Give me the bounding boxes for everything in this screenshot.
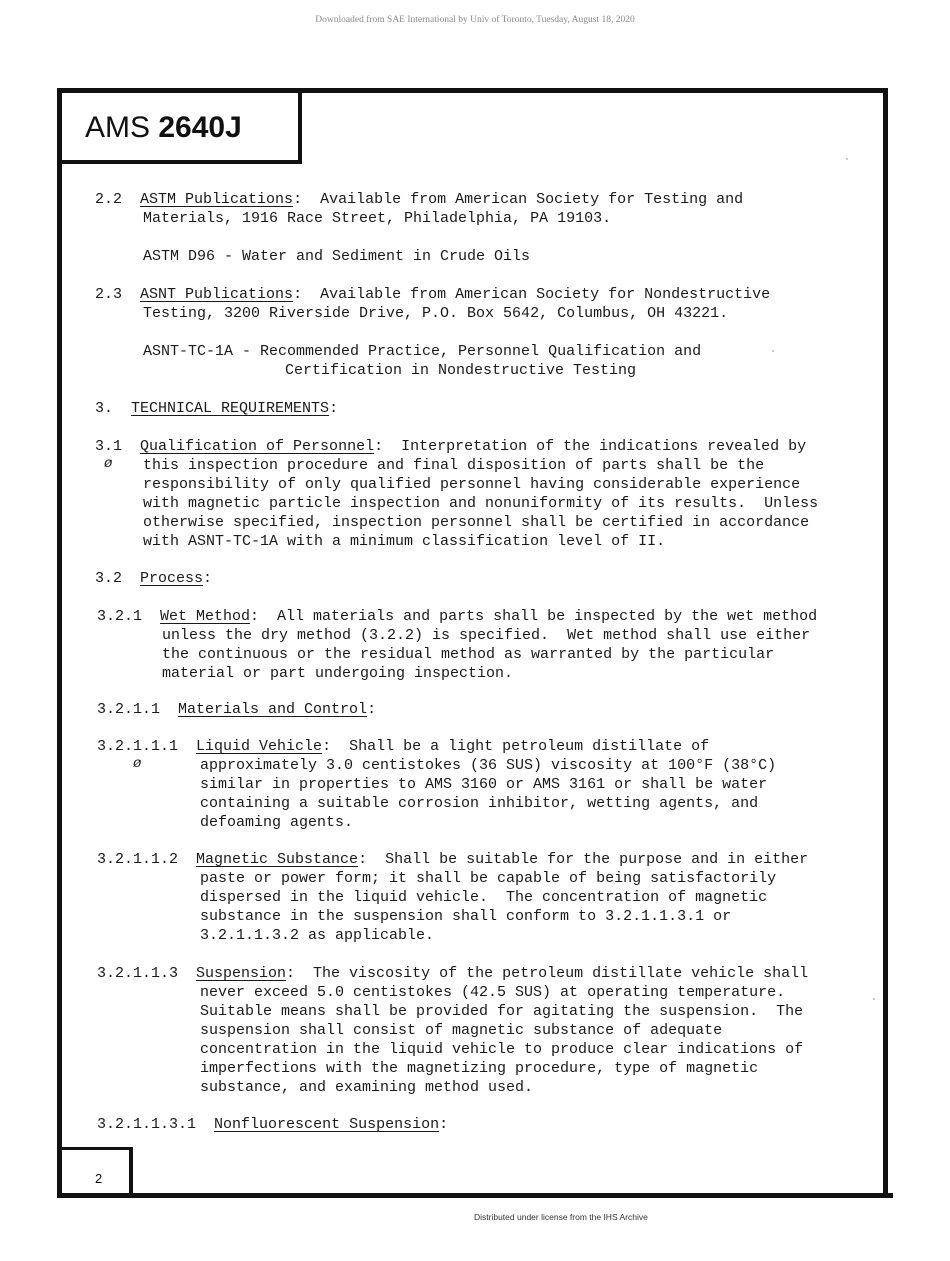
section-suffix: : (203, 570, 213, 587)
scan-speck (873, 998, 875, 1000)
section-number: 3.2.1.1.3 (97, 965, 179, 982)
document-id (85, 111, 242, 145)
section-3-2-1-line-3: the continuous or the residual method as warranted by the particular (162, 646, 775, 663)
section-title: Suspension (196, 965, 287, 982)
section-3-2-1-1-3-line-3: Suitable means shall be provided for agitating the suspension. The (200, 1003, 804, 1020)
page-frame-right (883, 88, 888, 1198)
section-3-2-1-1-3-line-2: never exceed 5.0 centistokes (42.5 SUS) at operating temperature. (200, 984, 786, 1001)
section-3-2-1-1-1-line-1 (97, 737, 709, 756)
scan-speck (846, 158, 848, 160)
download-notice: Downloaded from SAE International by Univ of Toronto, Tuesday, August 18, 2020 (315, 15, 635, 25)
section-2-3-line-2: Testing, 3200 Riverside Drive, P.O. Box 5642, Columbus, OH 43221. (143, 305, 729, 322)
section-number: 2.3 (95, 286, 123, 303)
section-title: Materials and Control (178, 701, 368, 718)
document-id-prefix: AMS (85, 111, 151, 144)
section-3-2-1-1-2-line-4: substance in the suspension shall conform to 3.2.1.1.3.1 or (200, 908, 732, 925)
section-title: Nonfluorescent Suspension (214, 1116, 440, 1133)
section-title: Qualification of Personnel (140, 438, 375, 455)
section-title: Wet Method (160, 608, 251, 625)
section-3-2-1-1-heading (97, 700, 376, 719)
section-suffix: : (367, 701, 377, 718)
section-text: : Shall be suitable for the purpose and in either (358, 851, 809, 868)
section-number: 3.2 (95, 570, 123, 587)
section-number: 3.1 (95, 438, 123, 455)
asnt-reference-line-2: Certification in Nondestructive Testing (285, 362, 637, 379)
section-number: 3. (95, 400, 114, 417)
section-3-2-1-line-2: unless the dry method (3.2.2) is specified. Wet method shall use either (162, 627, 811, 644)
scan-speck (772, 350, 774, 352)
section-number: 3.2.1.1 (97, 701, 161, 718)
section-suffix: : (329, 400, 339, 417)
section-number: 3.2.1.1.1 (97, 738, 179, 755)
revision-mark: ø (133, 756, 142, 772)
section-title: Magnetic Substance (196, 851, 359, 868)
section-text: : Interpretation of the indications revealed by (374, 438, 807, 455)
section-2-3-line-1 (95, 285, 770, 304)
section-3-2-1-1-3-line-6: imperfections with the magnetizing procedure, type of magnetic (200, 1060, 759, 1077)
section-title: Liquid Vehicle (196, 738, 323, 755)
page-frame-left (57, 88, 62, 1198)
section-3-2-1-1-2-line-2: paste or power form; it shall be capable of being satisfactorily (200, 870, 777, 887)
section-3-2-heading (95, 569, 212, 588)
section-3-2-1-1-2-line-3: dispersed in the liquid vehicle. The concentration of magnetic (200, 889, 768, 906)
section-3-2-1-1-1-line-2: approximately 3.0 centistokes (36 SUS) viscosity at 100°F (38°C) (200, 757, 777, 774)
section-number: 3.2.1 (97, 608, 143, 625)
section-2-2-line-1 (95, 190, 743, 209)
document-id-number: 2640J (158, 111, 242, 144)
section-number: 3.2.1.1.3.1 (97, 1116, 197, 1133)
section-3-2-1-1-1-line-5: defoaming agents. (200, 814, 354, 831)
section-2-2-line-2: Materials, 1916 Race Street, Philadelphia, PA 19103. (143, 210, 612, 227)
section-text: : Available from American Society for Nondestructive (293, 286, 771, 303)
section-title: ASTM Publications (140, 191, 294, 208)
section-3-2-1-1-1-line-3: similar in properties to AMS 3160 or AMS 3161 or shall be water (200, 776, 768, 793)
section-title: ASNT Publications (140, 286, 294, 303)
section-3-2-1-1-2-line-1 (97, 850, 808, 869)
asnt-reference-line-1: ASNT-TC-1A - Recommended Practice, Personnel Qualification and (143, 343, 702, 360)
section-3-2-1-line-1 (97, 607, 817, 626)
license-notice: Distributed under license from the IHS Archive (474, 1212, 648, 1222)
section-text: : Shall be a light petroleum distillate of (322, 738, 710, 755)
section-3-1-line-2: this inspection procedure and final disposition of parts shall be the (143, 457, 765, 474)
section-3-2-1-line-4: material or part undergoing inspection. (162, 665, 514, 682)
section-number: 2.2 (95, 191, 123, 208)
section-3-2-1-1-3-line-1 (97, 964, 808, 983)
section-title: TECHNICAL REQUIREMENTS (131, 400, 330, 417)
section-3-1-line-6: with ASNT-TC-1A with a minimum classification level of II. (143, 533, 666, 550)
astm-d96-reference: ASTM D96 - Water and Sediment in Crude Oils (143, 248, 531, 265)
section-3-1-line-5: otherwise specified, inspection personnel shall be certified in accordance (143, 514, 810, 531)
section-3-2-1-1-3-1-heading (97, 1115, 448, 1134)
section-text: : The viscosity of the petroleum distillate vehicle shall (286, 965, 809, 982)
section-title: Process (140, 570, 204, 587)
revision-mark: ø (104, 456, 113, 472)
section-suffix: : (439, 1116, 449, 1133)
section-3-1-line-4: with magnetic particle inspection and nonuniformity of its results. Unless (143, 495, 819, 512)
section-number: 3.2.1.1.2 (97, 851, 179, 868)
page-frame-bottom (57, 1193, 893, 1198)
section-text: : Available from American Society for Testing and (293, 191, 744, 208)
section-text: : All materials and parts shall be inspected by the wet method (250, 608, 818, 625)
section-3-2-1-1-3-line-4: suspension shall consist of magnetic substance of adequate (200, 1022, 723, 1039)
page-number: 2 (95, 1171, 103, 1186)
section-3-2-1-1-1-line-4: containing a suitable corrosion inhibitor, wetting agents, and (200, 795, 759, 812)
section-3-2-1-1-3-line-5: concentration in the liquid vehicle to produce clear indications of (200, 1041, 804, 1058)
section-3-1-line-3: responsibility of only qualified personnel having considerable experience (143, 476, 801, 493)
section-3-1-line-1 (95, 437, 806, 456)
section-3-2-1-1-2-line-5: 3.2.1.1.3.2 as applicable. (200, 927, 435, 944)
section-3-2-1-1-3-line-7: substance, and examining method used. (200, 1079, 534, 1096)
section-3-heading (95, 399, 338, 418)
